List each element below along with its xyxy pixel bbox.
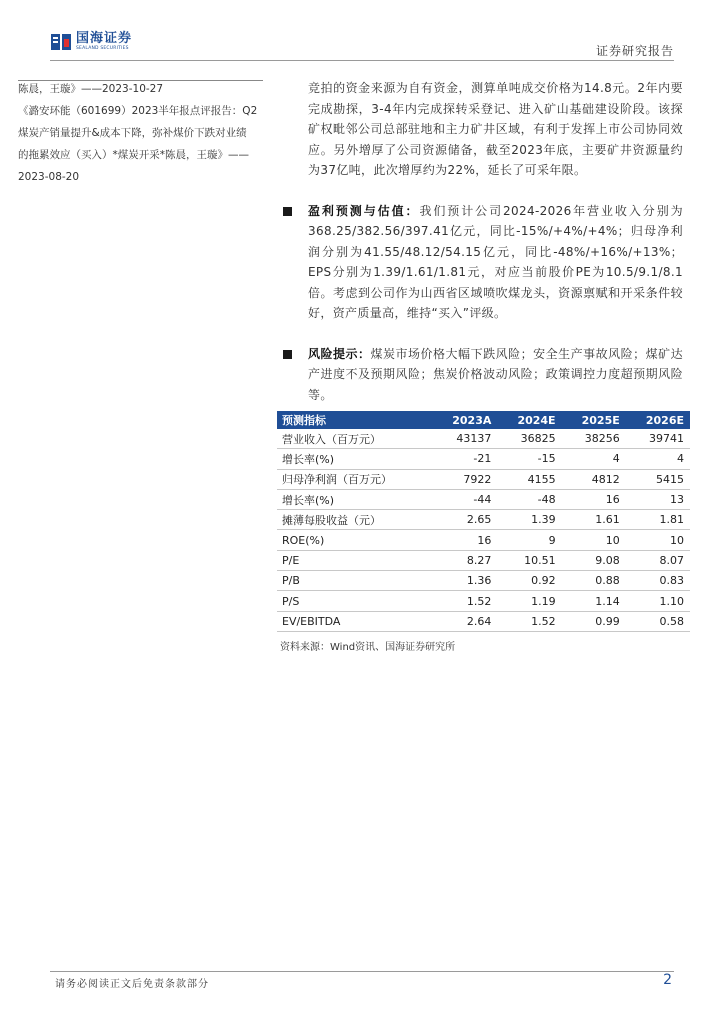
bullet-square-icon <box>283 207 292 216</box>
table-cell: 13 <box>626 489 690 509</box>
table-cell: 2.65 <box>432 510 497 530</box>
row-label: 增长率(%) <box>277 449 432 469</box>
table-cell: 7922 <box>432 469 497 489</box>
table-row <box>277 429 690 449</box>
table-cell: 1.36 <box>432 571 497 591</box>
table-row <box>277 550 690 570</box>
risk-paragraph <box>308 344 683 406</box>
table-cell: 1.10 <box>626 591 690 611</box>
table-row <box>277 510 690 530</box>
table-cell: 9 <box>497 530 561 550</box>
related-report-line: 的拖累效应（买入）*煤炭开采*陈晨，王璇》—— <box>18 149 249 161</box>
forecast-text: 我们预计公司2024-2026年营业收入分别为368.25/382.56/397.41亿元，同比-15%/+4%/+4%；归母净利润分别为41.55/48.12/54.15亿元，同比-48%/+16%/+13%；EPS分别为1.39/1.61/1.81元，对应当前股价PE为10.5/9.1/8.1倍。考虑到公司作为山西省区域喷吹煤龙头，资源禀赋和开采条件较好，资产质量高，维持“买入”评级。 <box>308 203 683 320</box>
forecast-table-block <box>277 411 690 653</box>
table-row <box>277 469 690 489</box>
company-logo <box>50 30 132 54</box>
related-report-line: 2023-08-20 <box>18 171 80 183</box>
row-label: P/S <box>277 591 432 611</box>
related-report-line: 煤炭产销量提升&成本下降，弥补煤价下跌对业绩 <box>18 127 247 139</box>
page-header <box>0 0 724 62</box>
table-cell: -48 <box>497 489 561 509</box>
bullet-square-icon <box>283 350 292 359</box>
table-cell: 1.81 <box>626 510 690 530</box>
related-reports-sidebar <box>18 78 263 188</box>
risk-heading: 风险提示： <box>308 346 371 361</box>
table-cell: -44 <box>432 489 497 509</box>
table-cell: 1.14 <box>562 591 626 611</box>
table-cell: 10 <box>562 530 626 550</box>
header-cell: 2023A <box>452 413 492 427</box>
table-cell: 9.08 <box>562 550 626 570</box>
sealand-logo-icon <box>50 31 72 53</box>
table-cell: 0.88 <box>562 571 626 591</box>
table-cell: 39741 <box>626 429 690 449</box>
table-row <box>277 591 690 611</box>
table-row <box>277 530 690 550</box>
row-label: P/E <box>277 550 432 570</box>
intro-paragraph: 竞拍的资金来源为自有资金，测算单吨成交价格为14.8元。2年内要完成勘探，3-4年内完成探转采登记、进入矿山基础建设阶段。该探矿权毗邻公司总部驻地和主力矿井区域，有利于发挥上市公司协同效应。另外增厚了公司资源储备，截至2023年底，主要矿井资源量约为37亿吨，此次增厚约为22%，延长了可采年限。 <box>308 81 683 177</box>
table-cell: 16 <box>562 489 626 509</box>
table-cell: 0.99 <box>562 611 626 631</box>
table-row <box>277 449 690 469</box>
forecast-paragraph <box>308 201 683 324</box>
table-row <box>277 489 690 509</box>
risk-section <box>281 344 683 406</box>
logo-name-cn: 国海证券 <box>76 31 133 47</box>
table-cell: 0.92 <box>497 571 561 591</box>
related-report-line: 《潞安环能（601699）2023半年报点评报告：Q2 <box>18 105 258 117</box>
table-cell: 0.83 <box>626 571 690 591</box>
table-cell: 4 <box>626 449 690 469</box>
footer-divider <box>50 971 674 972</box>
table-cell: 10.51 <box>497 550 561 570</box>
forecast-table <box>277 411 690 632</box>
table-cell: 1.52 <box>432 591 497 611</box>
table-cell: 8.27 <box>432 550 497 570</box>
risk-text: 煤炭市场价格大幅下跌风险；安全生产事故风险；煤矿达产进度不及预期风险；焦炭价格波动风险；政策调控力度超预期风险等。 <box>308 346 683 402</box>
header-cell: 预测指标 <box>282 414 326 427</box>
forecast-section <box>281 201 683 324</box>
table-cell: 4812 <box>562 469 626 489</box>
table-cell: 16 <box>432 530 497 550</box>
table-cell: 1.61 <box>562 510 626 530</box>
page-number: 2 <box>663 972 672 988</box>
table-cell: 1.39 <box>497 510 561 530</box>
row-label: 营业收入（百万元） <box>277 429 432 449</box>
table-cell: 4 <box>562 449 626 469</box>
report-type-title: 证券研究报告 <box>595 44 674 58</box>
header-cell: 2025E <box>581 413 620 427</box>
table-cell: 4155 <box>497 469 561 489</box>
header-divider <box>50 60 674 61</box>
row-label: 归母净利润（百万元） <box>277 469 432 489</box>
logo-name-en: SEALAND SECURITIES <box>76 46 129 52</box>
row-label: 摊薄每股收益（元） <box>277 510 432 530</box>
forecast-heading: 盈利预测与估值： <box>308 203 420 218</box>
row-label: P/B <box>277 571 432 591</box>
main-content <box>281 78 683 405</box>
footer-disclaimer: 请务必阅读正文后免责条款部分 <box>55 979 209 990</box>
table-cell: 1.52 <box>497 611 561 631</box>
table-row <box>277 571 690 591</box>
header-cell: 2024E <box>517 413 556 427</box>
table-cell: 38256 <box>562 429 626 449</box>
row-label: ROE(%) <box>277 530 432 550</box>
table-source-note: 资料来源：Wind资讯、国海证券研究所 <box>280 641 456 653</box>
table-cell: 0.58 <box>626 611 690 631</box>
table-row <box>277 611 690 631</box>
row-label: EV/EBITDA <box>277 611 432 631</box>
table-cell: 36825 <box>497 429 561 449</box>
table-cell: 2.64 <box>432 611 497 631</box>
table-cell: 8.07 <box>626 550 690 570</box>
row-label: 增长率(%) <box>277 489 432 509</box>
table-cell: 1.19 <box>497 591 561 611</box>
related-report-line: 陈晨，王璇》——2023-10-27 <box>18 83 164 95</box>
table-header-row <box>277 411 690 429</box>
table-cell: 10 <box>626 530 690 550</box>
header-cell: 2026E <box>645 413 684 427</box>
table-cell: 5415 <box>626 469 690 489</box>
table-cell: -15 <box>497 449 561 469</box>
table-cell: 43137 <box>432 429 497 449</box>
table-cell: -21 <box>432 449 497 469</box>
